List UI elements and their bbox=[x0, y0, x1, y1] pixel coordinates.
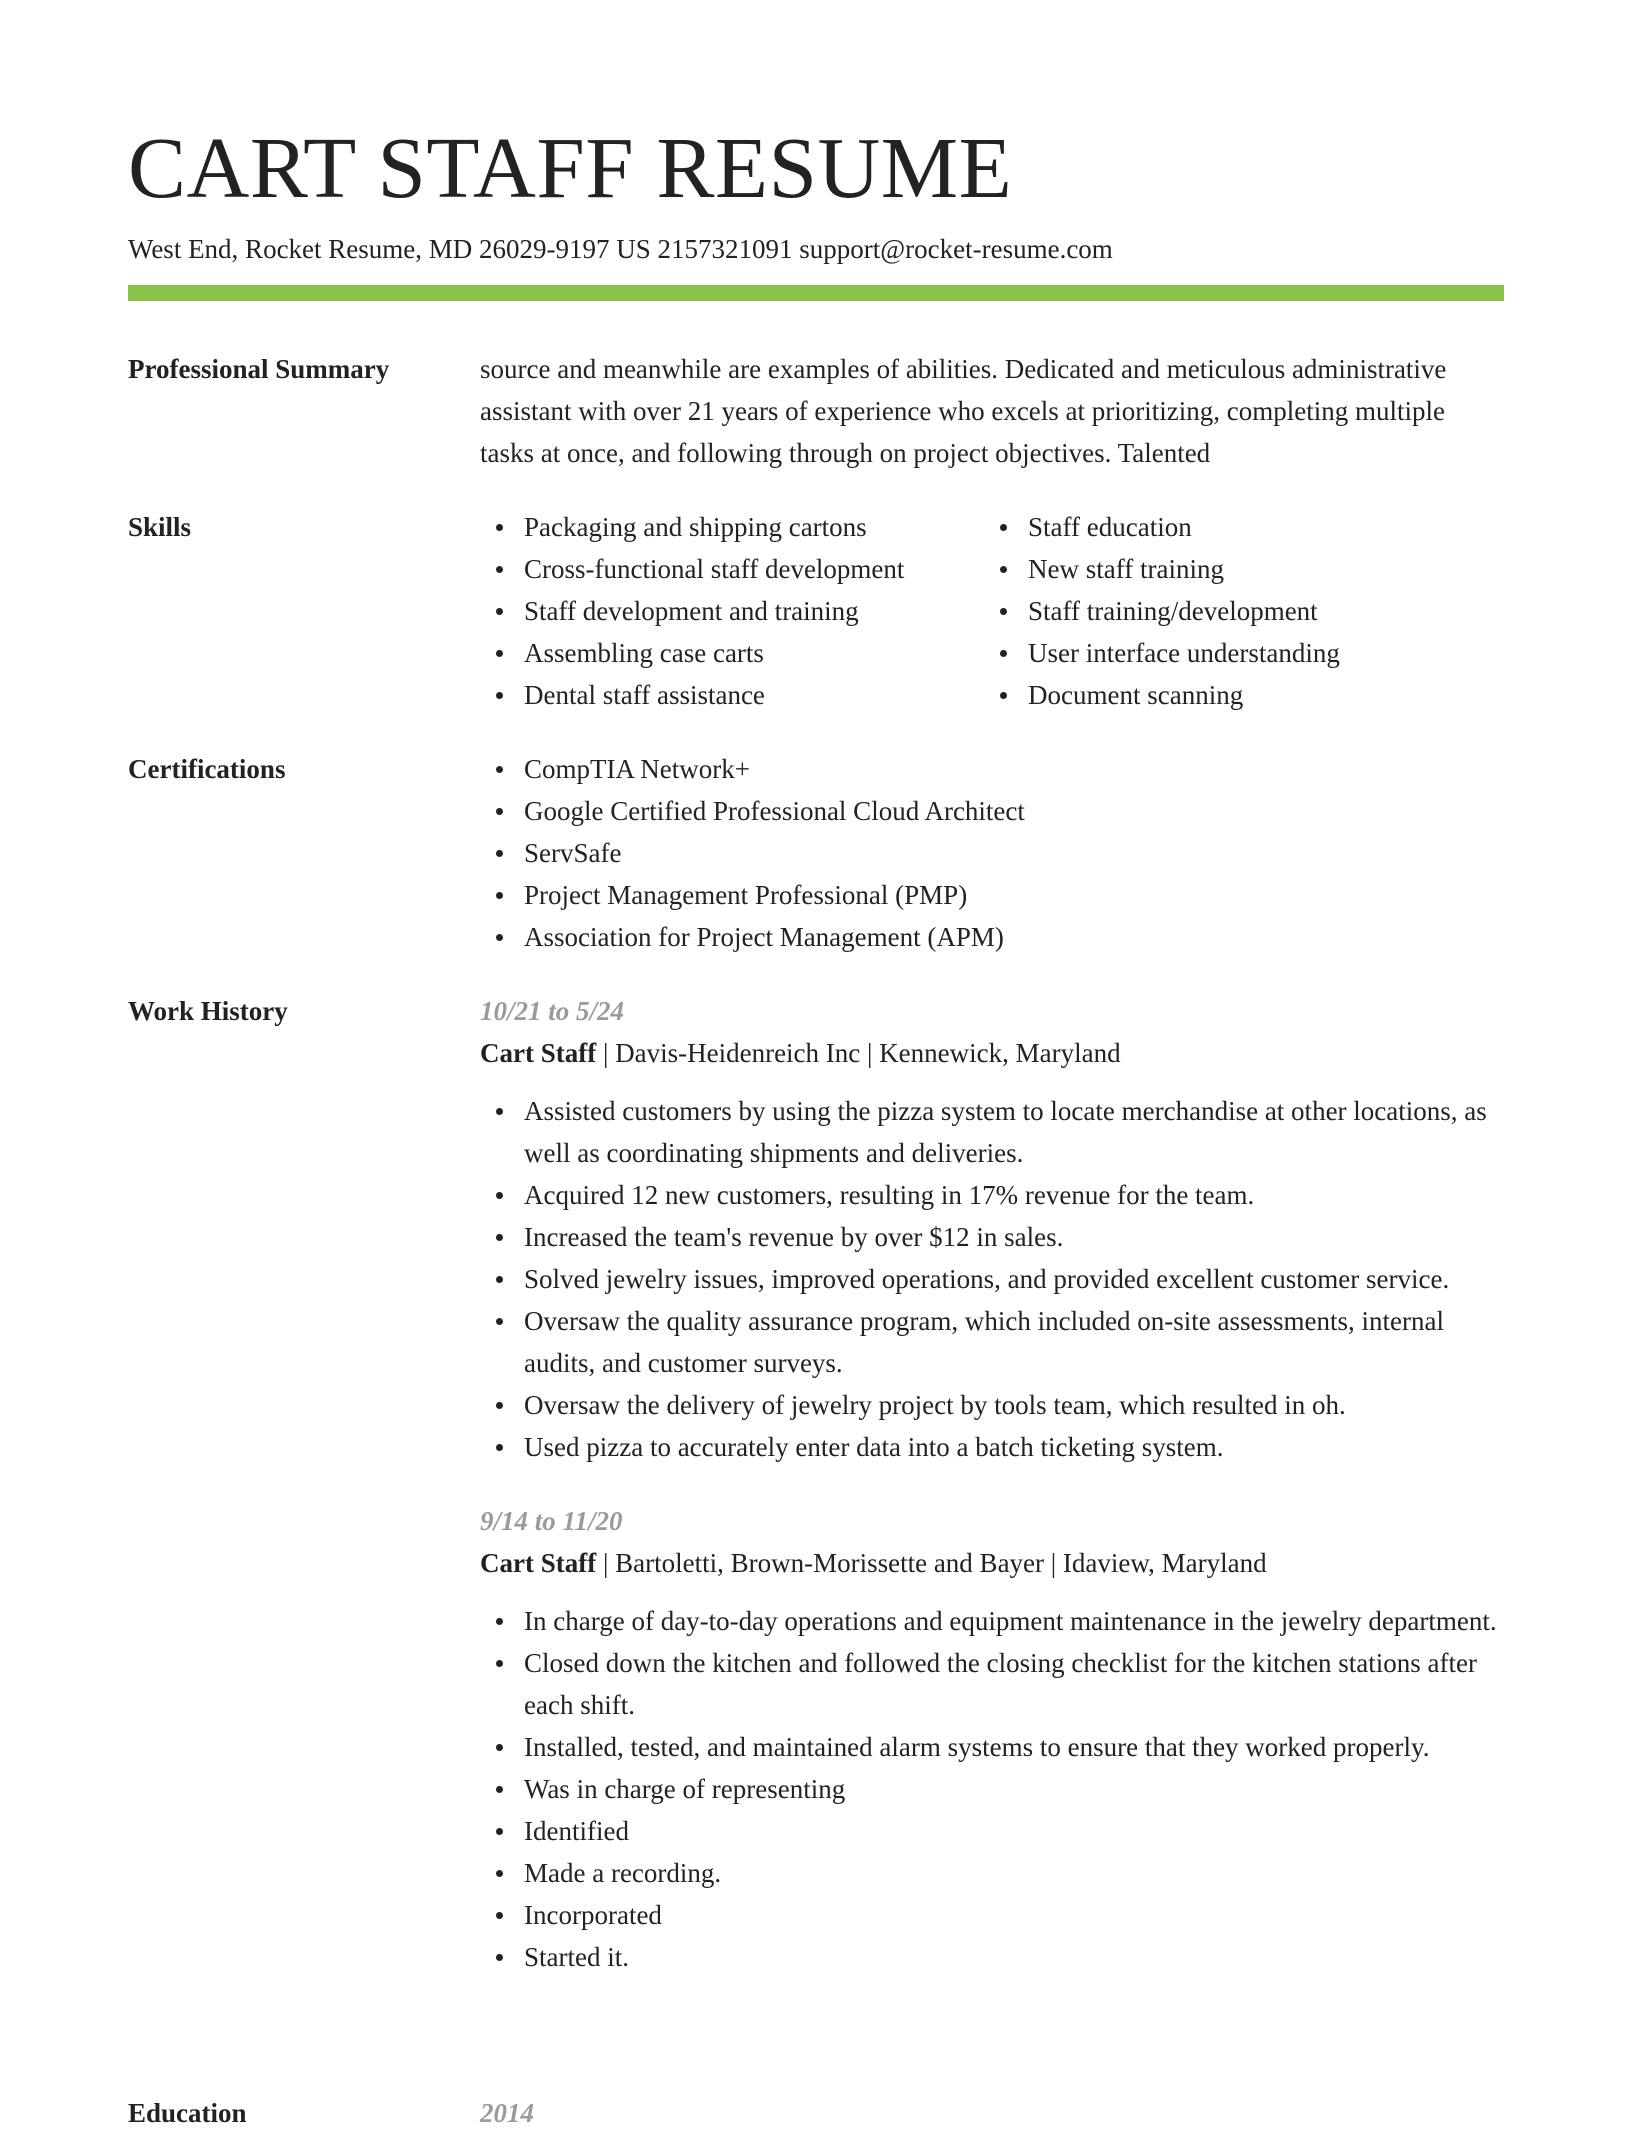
skills-body bbox=[480, 506, 1504, 716]
job-bullet: Installed, tested, and maintained alarm systems to ensure that they worked properly. bbox=[480, 1726, 1504, 1768]
skill-item: Staff education bbox=[984, 506, 1488, 548]
job-bullets bbox=[480, 1600, 1504, 1978]
job-entry bbox=[480, 1500, 1504, 1978]
job-bullet: Oversaw the quality assurance program, which included on-site assessments, internal audits, and customer surveys. bbox=[480, 1300, 1504, 1384]
skill-item: Cross-functional staff development bbox=[480, 548, 984, 590]
job-heading bbox=[480, 1542, 1504, 1584]
skills-list-left bbox=[480, 506, 984, 716]
skills-list-right bbox=[984, 506, 1488, 716]
skill-item: New staff training bbox=[984, 548, 1488, 590]
certification-item: Association for Project Management (APM) bbox=[480, 916, 1504, 958]
job-bullet: Acquired 12 new customers, resulting in 17% revenue for the team. bbox=[480, 1174, 1504, 1216]
skill-item: Document scanning bbox=[984, 674, 1488, 716]
job-entry bbox=[480, 990, 1504, 1468]
job-title: Cart Staff bbox=[480, 1038, 597, 1068]
contact-line: West End, Rocket Resume, MD 26029-9197 US 2157321091 support@rocket-resume.com bbox=[128, 234, 1113, 264]
skill-item: Assembling case carts bbox=[480, 632, 984, 674]
education-body bbox=[480, 2092, 1504, 2134]
job-bullets bbox=[480, 1090, 1504, 1468]
job-details: | Bartoletti, Brown-Morissette and Bayer | Idaview, Maryland bbox=[596, 1548, 1267, 1578]
job-details: | Davis-Heidenreich Inc | Kennewick, Maryland bbox=[596, 1038, 1121, 1068]
job-bullet: Made a recording. bbox=[480, 1852, 1504, 1894]
job-heading bbox=[480, 1032, 1504, 1074]
work-history-label: Work History bbox=[128, 996, 288, 1026]
job-bullet: Was in charge of representing bbox=[480, 1768, 1504, 1810]
accent-divider bbox=[128, 285, 1504, 301]
job-bullet: Oversaw the delivery of jewelry project by tools team, which resulted in oh. bbox=[480, 1384, 1504, 1426]
skills-label: Skills bbox=[128, 512, 192, 542]
job-bullet: Solved jewelry issues, improved operations, and provided excellent customer service. bbox=[480, 1258, 1504, 1300]
certifications-label: Certifications bbox=[128, 754, 286, 784]
job-bullet: Incorporated bbox=[480, 1894, 1504, 1936]
job-dates: 10/21 to 5/24 bbox=[480, 996, 625, 1026]
job-bullet: Increased the team's revenue by over $12 in sales. bbox=[480, 1216, 1504, 1258]
skill-item: Staff training/development bbox=[984, 590, 1488, 632]
job-dates: 9/14 to 11/20 bbox=[480, 1506, 623, 1536]
skill-item: Staff development and training bbox=[480, 590, 984, 632]
job-bullet: Assisted customers by using the pizza system to locate merchandise at other locations, as well as coordinating shipments and deliveries. bbox=[480, 1090, 1504, 1174]
work-history-body bbox=[480, 990, 1504, 2010]
summary-body bbox=[480, 348, 1504, 474]
certification-item: CompTIA Network+ bbox=[480, 748, 1504, 790]
summary-label: Professional Summary bbox=[128, 354, 390, 384]
job-bullet: Closed down the kitchen and followed the closing checklist for the kitchen stations after each shift. bbox=[480, 1642, 1504, 1726]
certification-item: ServSafe bbox=[480, 832, 1504, 874]
skill-item: User interface understanding bbox=[984, 632, 1488, 674]
job-bullet: Started it. bbox=[480, 1936, 1504, 1978]
certifications-list bbox=[480, 748, 1504, 958]
certifications-body bbox=[480, 748, 1504, 958]
resume-title: CART STAFF RESUME bbox=[128, 119, 1013, 216]
certification-item: Project Management Professional (PMP) bbox=[480, 874, 1504, 916]
job-bullet: Identified bbox=[480, 1810, 1504, 1852]
job-bullet: Used pizza to accurately enter data into a batch ticketing system. bbox=[480, 1426, 1504, 1468]
job-bullet: In charge of day-to-day operations and equipment maintenance in the jewelry department. bbox=[480, 1600, 1504, 1642]
certification-item: Google Certified Professional Cloud Architect bbox=[480, 790, 1504, 832]
education-label: Education bbox=[128, 2098, 247, 2128]
skill-item: Dental staff assistance bbox=[480, 674, 984, 716]
summary-text: source and meanwhile are examples of abilities. Dedicated and meticulous administrative assistant with over 21 years of experience who excels at prioritizing, completing multiple tasks at once, and following through on project objectives. Talented bbox=[480, 354, 1447, 468]
education-dates: 2014 bbox=[480, 2098, 534, 2128]
job-title: Cart Staff bbox=[480, 1548, 597, 1578]
skill-item: Packaging and shipping cartons bbox=[480, 506, 984, 548]
